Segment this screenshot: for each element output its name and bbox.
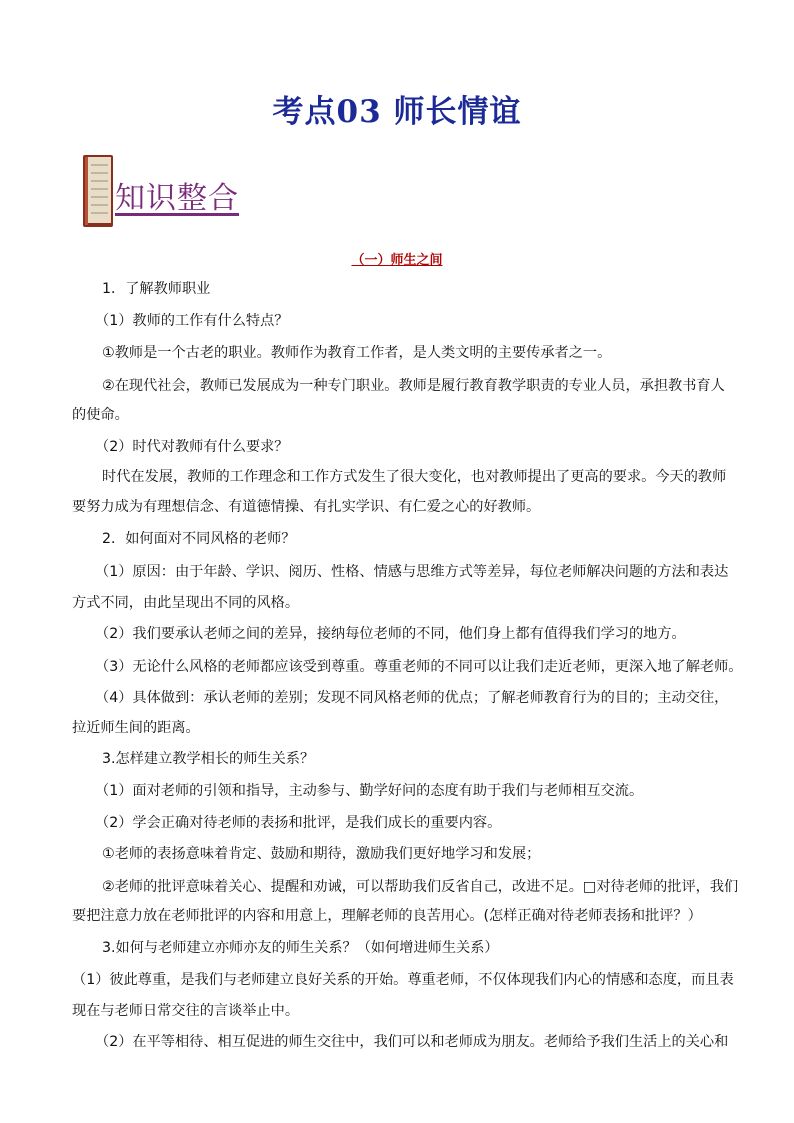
- text-line: （1）彼此尊重，是我们与老师建立良好关系的开始。尊重老师，不仅体现我们内心的情感和态度，而且表: [72, 972, 734, 988]
- text-line: ②在现代社会，教师已发展成为一种专门职业。教师是履行教育教学职责的专业人员，承担教书育人: [102, 378, 725, 394]
- text-line: （1）教师的工作有什么特点？: [95, 313, 289, 329]
- text-line: （2）在平等相待、相互促进的师生交往中，我们可以和老师成为朋友。老师给予我们生活上的关心和: [95, 1034, 729, 1050]
- text-line: （2）我们要承认老师之间的差异，接纳每位老师的不同，他们身上都有值得我们学习的地方。: [95, 626, 686, 642]
- text-line: （2）时代对教师有什么要求？: [95, 439, 289, 455]
- text-line: （2）学会正确对待老师的表扬和批评，是我们成长的重要内容。: [95, 815, 502, 831]
- text-line: ②老师的批评意味着关心、提醒和劝诫，可以帮助我们反省自己，改进不足。□对待老师的批评，我们: [102, 879, 739, 895]
- subheading: （一）师生之间: [351, 253, 443, 268]
- text-line: （1）面对老师的引领和指导，主动参与、勤学好问的态度有助于我们与老师相互交流。: [95, 783, 644, 799]
- text-line: （1）原因：由于年龄、学识、阅历、性格、情感与思维方式等差异，每位老师解决问题的方法和表达: [95, 564, 729, 580]
- text-line: ①老师的表扬意味着肯定、鼓励和期待，激励我们更好地学习和发展；: [102, 846, 541, 862]
- text-line: 要努力成为有理想信念、有道德情操、有扎实学识、有仁爱之心的好教师。: [72, 499, 541, 515]
- text-line: 要把注意力放在老师批评的内容和用意上，理解老师的良苦用心。(怎样正确对待老师表扬和批评？）: [72, 908, 702, 924]
- text-line: 1．了解教师职业: [102, 281, 211, 297]
- text-line: 方式不同，由此呈现出不同的风格。: [72, 595, 300, 611]
- text-line: ①教师是一个古老的职业。教师作为教育工作者，是人类文明的主要传承者之一。: [102, 345, 612, 361]
- section-heading: 知识整合: [115, 181, 239, 216]
- text-line: 2．如何面对不同风格的老师？: [102, 531, 296, 547]
- text-line: 拉近师生间的距离。: [72, 720, 200, 736]
- page-title: 考点03 师长情谊: [272, 94, 522, 130]
- text-line: 时代在发展，教师的工作理念和工作方式发生了很大变化，也对教师提出了更高的要求。今天的教师: [102, 469, 727, 485]
- text-line: （3）无论什么风格的老师都应该受到尊重。尊重老师的不同可以让我们走近老师，更深入地了解老师。: [95, 659, 743, 675]
- text-line: 的使命。: [72, 407, 129, 423]
- text-line: 3.如何与老师建立亦师亦友的师生关系？（如何增进师生关系）: [102, 940, 499, 956]
- text-line: （4）具体做到：承认老师的差别；发现不同风格老师的优点；了解老师教育行为的目的；主动交往，: [95, 690, 729, 706]
- text-line: 3.怎样建立教学相长的师生关系？: [102, 751, 315, 767]
- text-line: 现在与老师日常交往的言谈举止中。: [72, 1003, 300, 1019]
